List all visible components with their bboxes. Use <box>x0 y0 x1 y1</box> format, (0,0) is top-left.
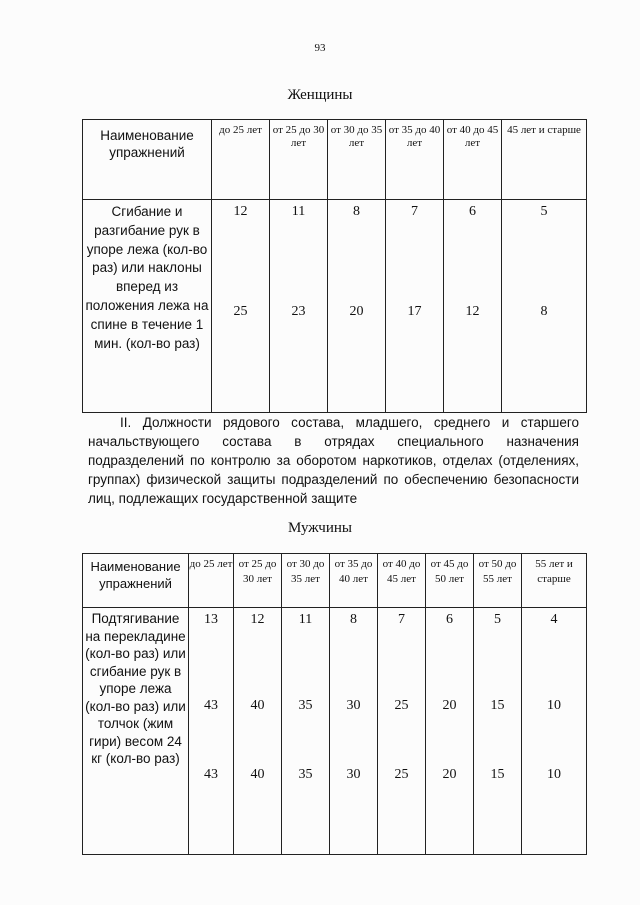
men-table-title: Мужчины <box>288 520 352 536</box>
women-situps-value: 8 <box>540 304 548 319</box>
men-age-header: от 25 до 30 лет <box>234 554 282 608</box>
men-kettlebell-value: 40 <box>250 767 265 782</box>
women-value-cell <box>444 200 502 413</box>
women-pushups-value: 11 <box>291 204 306 219</box>
men-age-header: 55 лет и старше <box>522 554 587 608</box>
section-heading: II. Должности рядового состава, младшего, среднего и старшего начальствующего состава в отрядах специального назначения подразделений по контролю за оборотом наркотиков, отделах (отделениях, группах) физической защиты подразделений по обеспечению безопасности лиц, подлежащих государственной защите <box>88 415 579 506</box>
women-age-header: до 25 лет <box>212 120 270 200</box>
men-exercise-row <box>83 608 587 855</box>
women-value-cell <box>212 200 270 413</box>
men-value-cell <box>189 608 234 855</box>
men-age-header: от 35 до 40 лет <box>330 554 378 608</box>
men-pushups-value: 40 <box>250 698 265 713</box>
women-situps-value: 12 <box>465 304 480 319</box>
women-name-header: Наименование упражнений <box>83 120 212 200</box>
men-value-cell <box>330 608 378 855</box>
men-value-cell <box>474 608 522 855</box>
women-value-cell <box>270 200 328 413</box>
men-kettlebell-value: 43 <box>204 767 218 782</box>
men-pushups-value: 35 <box>298 698 313 713</box>
women-value-cell <box>502 200 587 413</box>
women-value-cell <box>386 200 444 413</box>
women-age-header: от 30 до 35 лет <box>328 120 386 200</box>
women-standards-table <box>82 119 587 413</box>
men-value-cell <box>282 608 330 855</box>
women-situps-value: 23 <box>291 304 306 319</box>
women-pushups-value: 5 <box>540 204 548 219</box>
women-age-header: от 35 до 40 лет <box>386 120 444 200</box>
men-age-header: от 45 до 50 лет <box>426 554 474 608</box>
men-value-cell <box>234 608 282 855</box>
men-exercise-name: Подтягивание на перекладине (кол-во раз) или сгибание рук в упоре лежа (кол-во раз) или толчок (жим гири) весом 24 кг (кол-во раз) <box>83 608 189 855</box>
men-kettlebell-value: 15 <box>490 767 505 782</box>
men-pushups-value: 30 <box>346 698 361 713</box>
men-pullups-value: 5 <box>494 612 501 627</box>
page-number: 93 <box>314 42 326 54</box>
women-exercise-row <box>83 200 587 413</box>
men-pushups-value: 15 <box>490 698 505 713</box>
women-age-header: от 25 до 30 лет <box>270 120 328 200</box>
men-value-cell <box>426 608 474 855</box>
men-pullups-value: 11 <box>298 612 313 627</box>
men-kettlebell-value: 25 <box>394 767 409 782</box>
men-name-header: Наименование упражнений <box>83 554 189 608</box>
men-age-header: от 50 до 55 лет <box>474 554 522 608</box>
men-pullups-value: 7 <box>398 612 405 627</box>
women-header-row <box>83 120 587 200</box>
women-pushups-value: 7 <box>411 204 418 219</box>
women-age-header: 45 лет и старше <box>502 120 587 200</box>
men-pullups-value: 8 <box>350 612 357 627</box>
men-header-row <box>83 554 587 608</box>
men-pushups-value: 43 <box>204 698 218 713</box>
women-pushups-value: 8 <box>353 204 360 219</box>
men-pushups-value: 25 <box>394 698 409 713</box>
men-value-cell <box>522 608 587 855</box>
men-pushups-value: 10 <box>547 698 561 713</box>
men-standards-table <box>82 553 587 855</box>
women-table-title: Женщины <box>287 87 353 103</box>
women-exercise-name: Сгибание и разгибание рук в упоре лежа (кол-во раз) или наклоны вперед из положения лежа на спине в течение 1 мин. (кол-во раз) <box>83 200 212 413</box>
men-age-header: от 30 до 35 лет <box>282 554 330 608</box>
men-age-header: от 40 до 45 лет <box>378 554 426 608</box>
men-kettlebell-value: 20 <box>442 767 457 782</box>
women-situps-value: 25 <box>233 304 248 319</box>
men-kettlebell-value: 30 <box>346 767 361 782</box>
women-value-cell <box>328 200 386 413</box>
men-pullups-value: 13 <box>204 612 218 627</box>
men-pullups-value: 4 <box>550 612 558 627</box>
women-age-header: от 40 до 45 лет <box>444 120 502 200</box>
men-kettlebell-value: 10 <box>547 767 561 782</box>
women-situps-value: 17 <box>407 304 422 319</box>
women-pushups-value: 12 <box>233 204 248 219</box>
men-pushups-value: 20 <box>442 698 457 713</box>
men-pullups-value: 6 <box>446 612 453 627</box>
men-pullups-value: 12 <box>250 612 265 627</box>
men-value-cell <box>378 608 426 855</box>
men-kettlebell-value: 35 <box>298 767 313 782</box>
women-pushups-value: 6 <box>469 204 476 219</box>
men-age-header: до 25 лет <box>189 554 234 608</box>
women-situps-value: 20 <box>349 304 364 319</box>
